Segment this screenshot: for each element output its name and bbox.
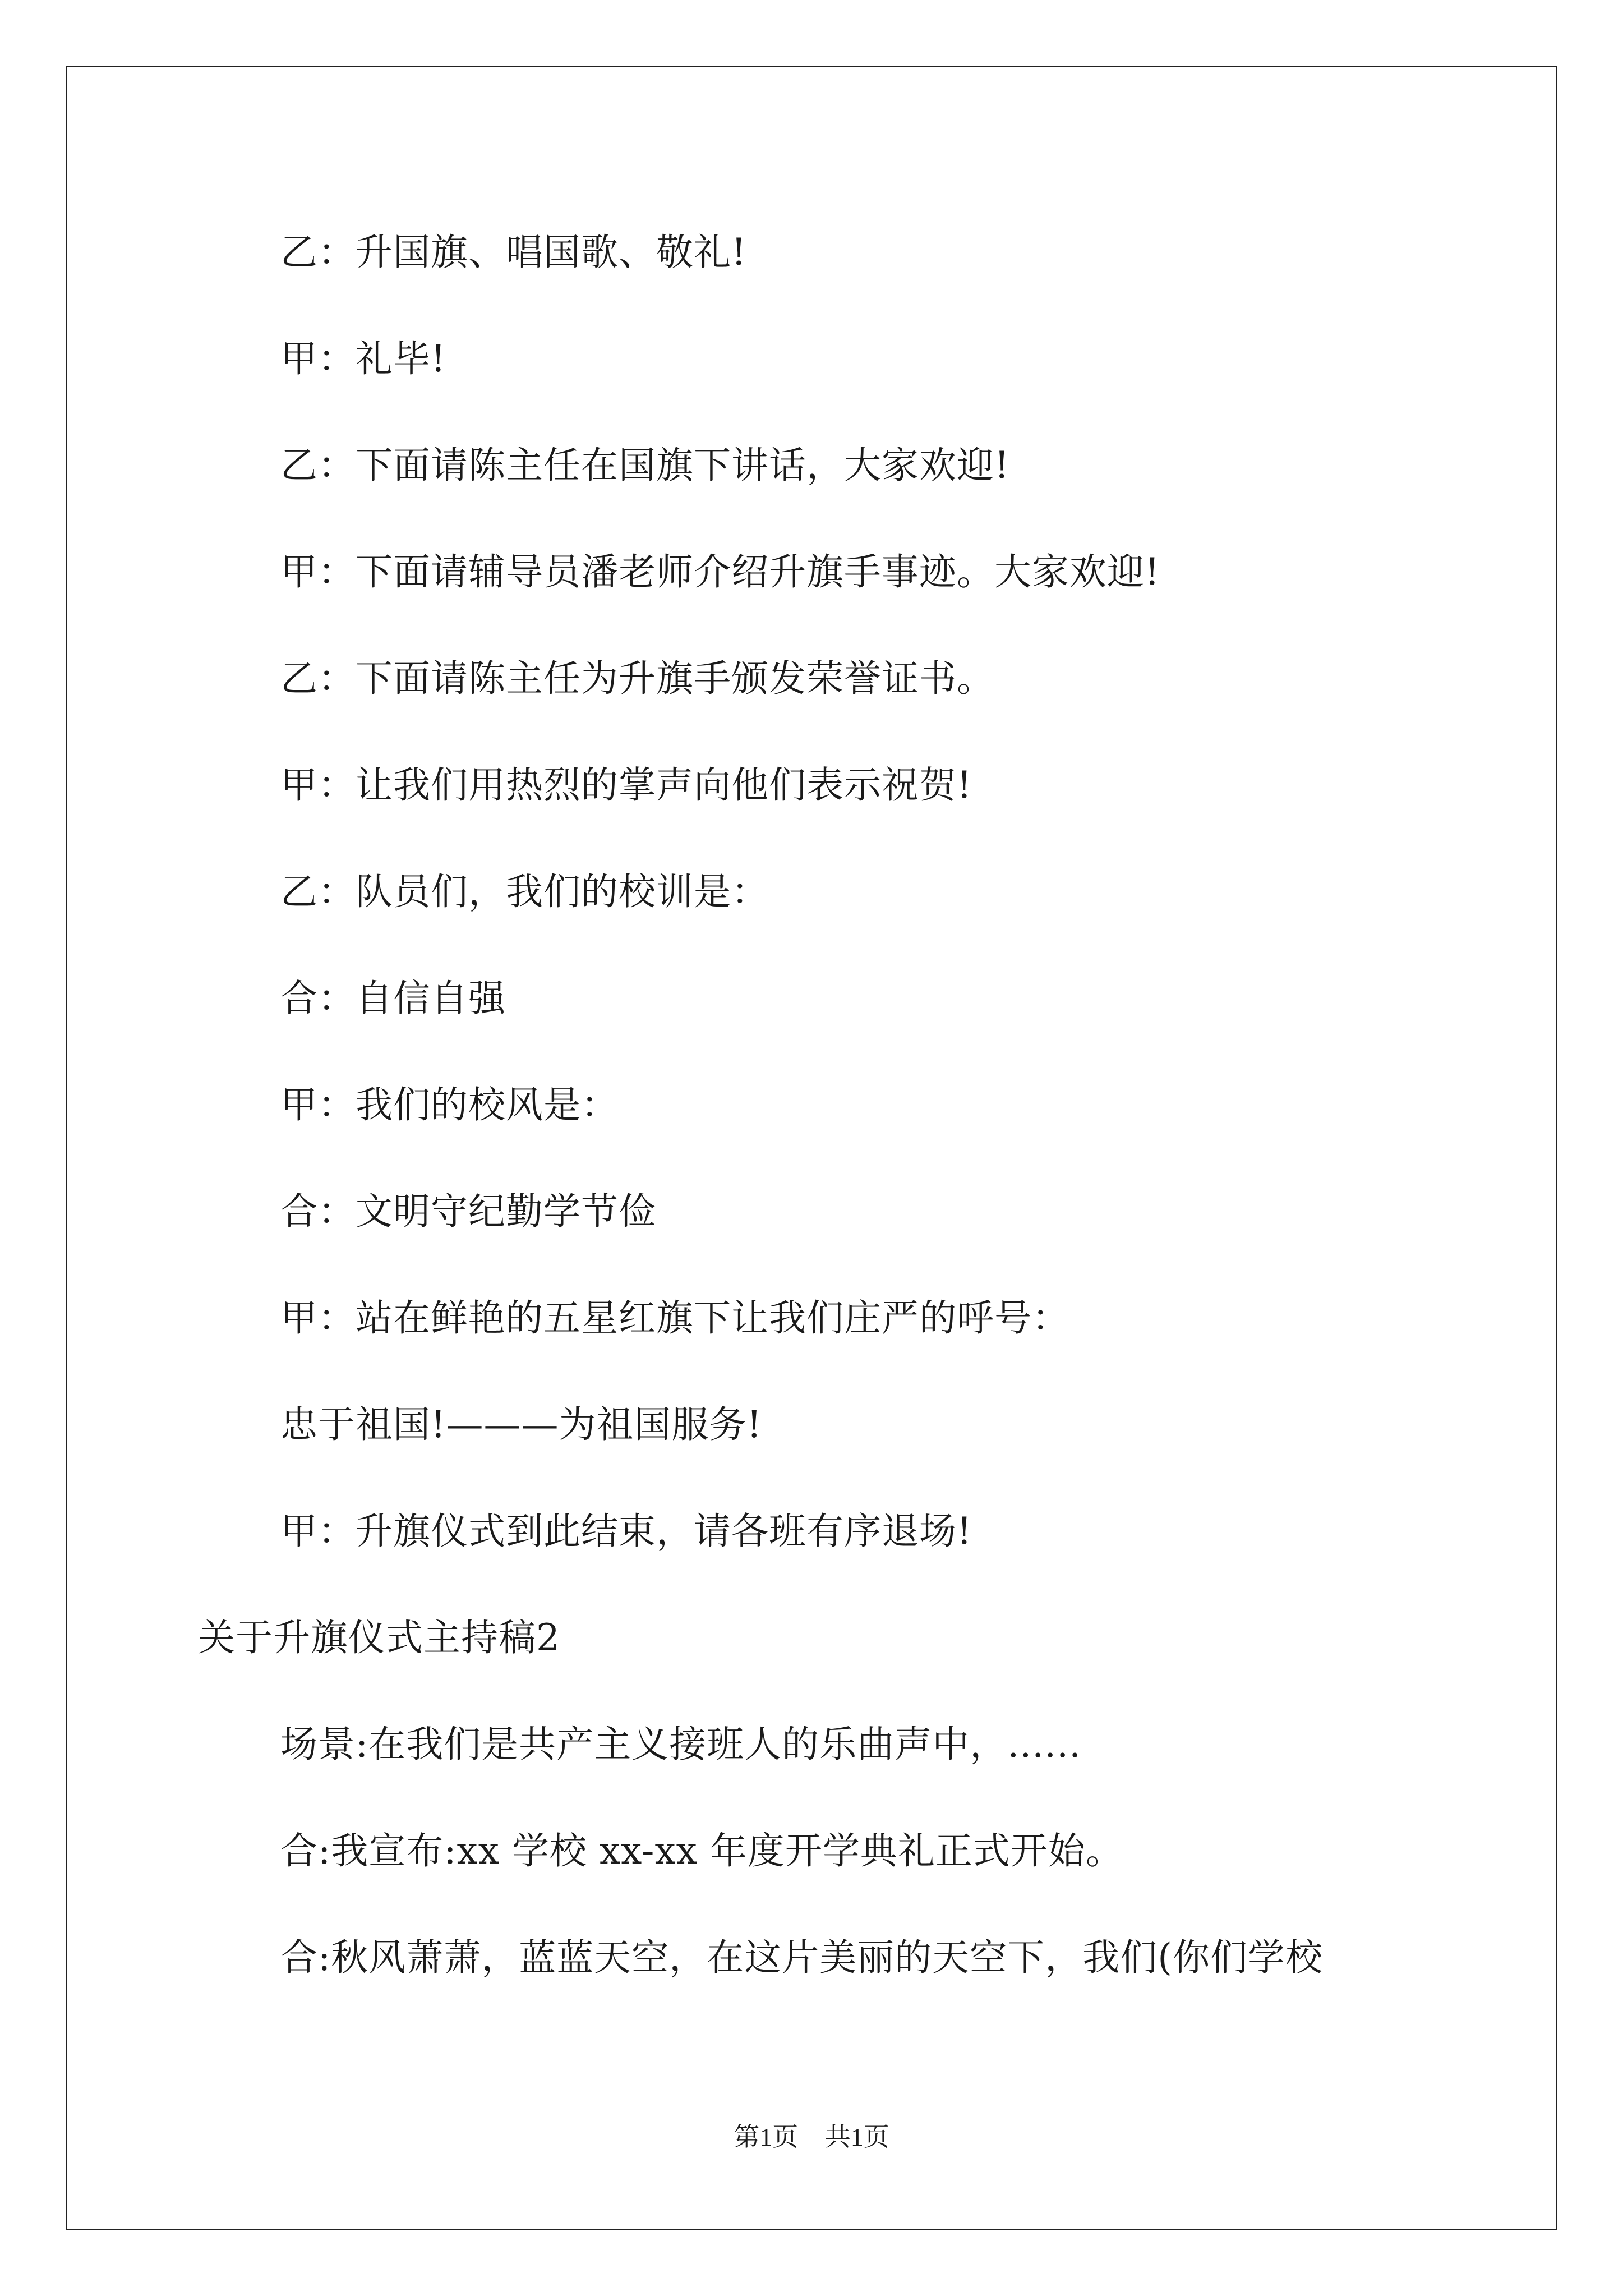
text-line: 乙：队员们，我们的校训是： [280, 870, 769, 913]
text-line: 甲：下面请辅导员潘老师介绍升旗手事迹。大家欢迎! [280, 550, 1160, 593]
text-line: 甲：礼毕! [280, 337, 446, 380]
text-line: 甲：我们的校风是： [280, 1083, 619, 1126]
text-line: 乙：升国旗、唱国歌、敬礼! [280, 231, 747, 274]
page-number-total: 共1页 [824, 2123, 889, 2151]
text-line: 乙：下面请陈主任在国旗下讲话，大家欢迎! [280, 444, 1010, 487]
text-line: 场景:在我们是共产主义接班人的乐曲声中，...... [280, 1723, 1082, 1766]
text-line: 合：文明守纪勤学节俭 [280, 1190, 656, 1233]
section-heading: 关于升旗仪式主持稿2 [198, 1616, 560, 1659]
text-line: 甲：站在鲜艳的五星红旗下让我们庄严的呼号： [280, 1296, 1069, 1340]
text-line: 乙：下面请陈主任为升旗手颁发荣誉证书。 [280, 657, 994, 700]
page-footer [0, 2120, 1623, 2154]
text-line: 合:我宣布:xx 学校 xx-xx 年度开学典礼正式开始。 [280, 1829, 1123, 1872]
text-line: 合：自信自强 [280, 977, 506, 1020]
text-line: 甲：让我们用热烈的掌声向他们表示祝贺! [280, 763, 972, 807]
text-line: 甲：升旗仪式到此结束，请各班有序退场! [280, 1510, 972, 1553]
text-line: 合:秋风萧萧，蓝蓝天空，在这片美丽的天空下，我们(你们学校 [280, 1936, 1323, 1979]
text-line: 忠于祖国!———为祖国服务! [280, 1403, 763, 1446]
page-number-current: 第1页 [734, 2123, 799, 2151]
